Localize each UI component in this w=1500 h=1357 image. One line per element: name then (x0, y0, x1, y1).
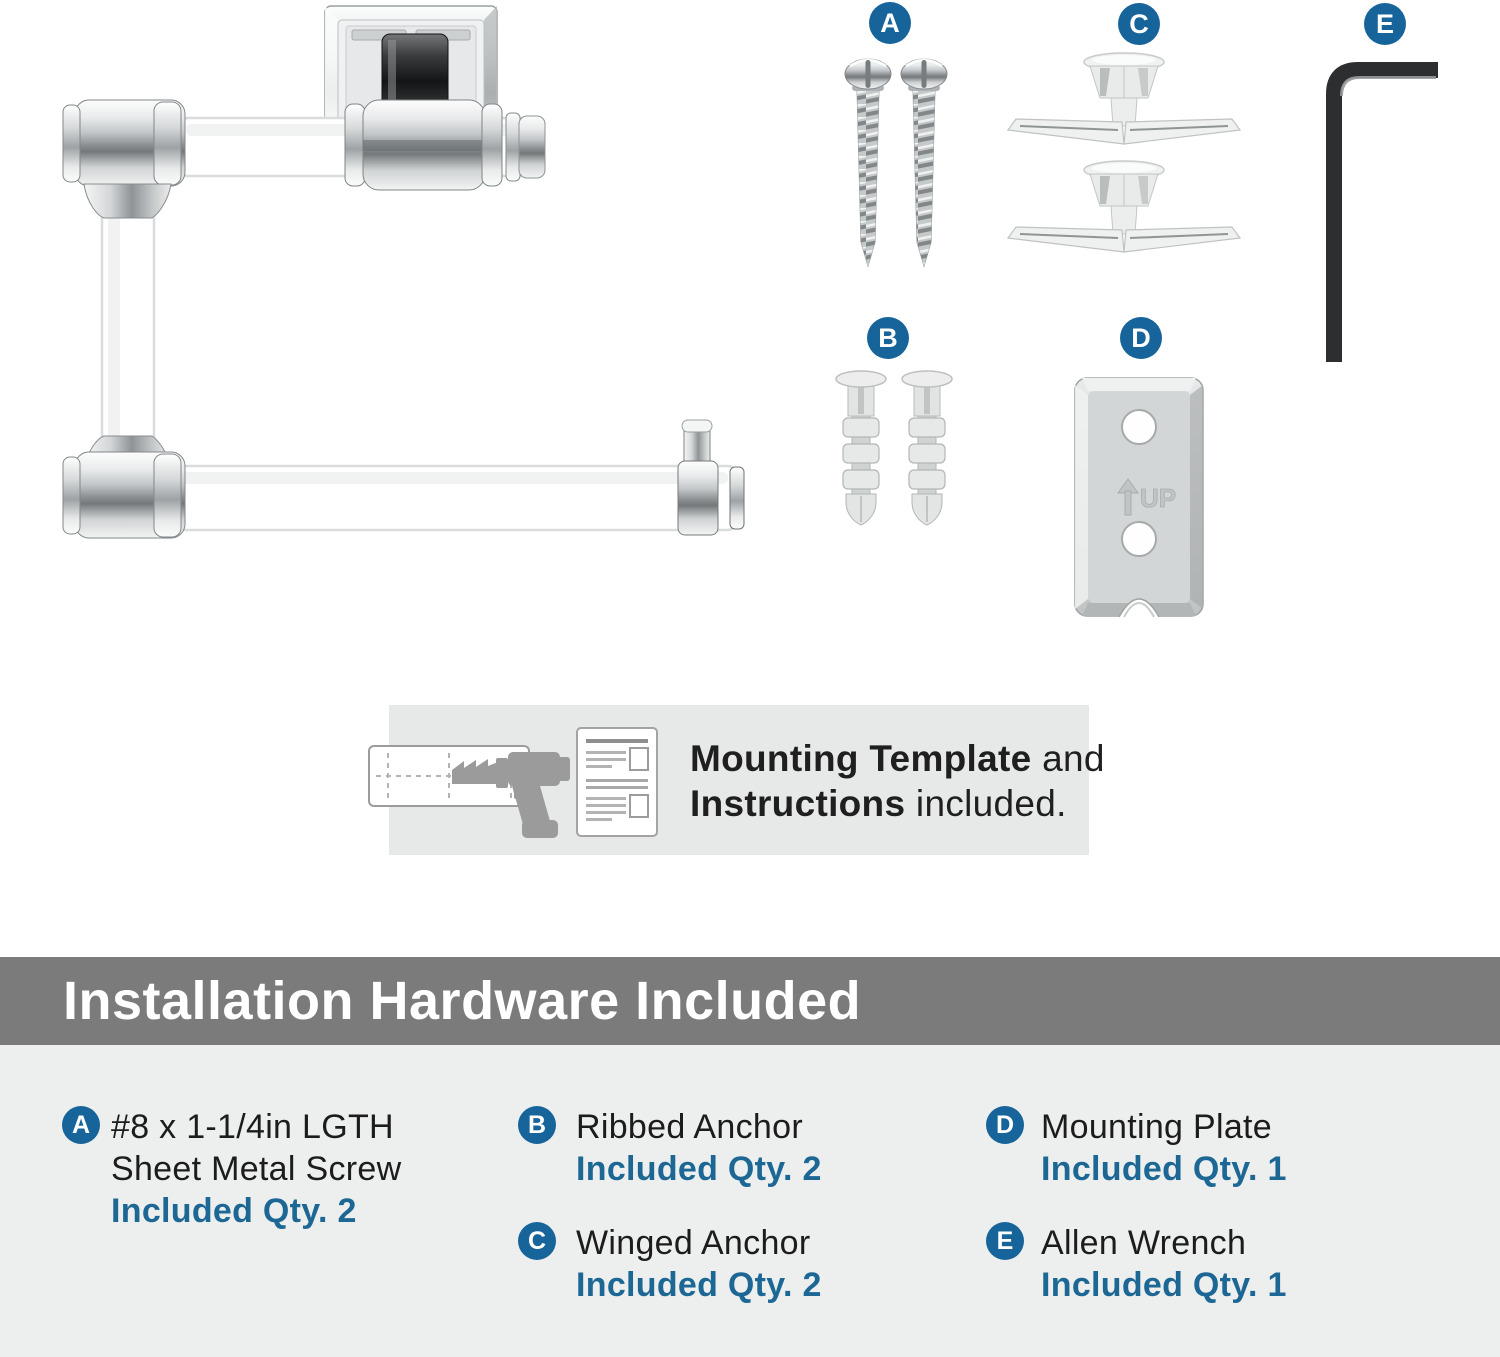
hardware-badge-b-letter: B (878, 322, 898, 353)
legend-item-b-name: Ribbed Anchor (576, 1108, 803, 1146)
hardware-badge-b (867, 317, 909, 359)
legend-item-e-qty: Included Qty. 1 (1041, 1266, 1287, 1304)
legend-item-c (576, 1222, 822, 1306)
legend-badge-c-letter: C (527, 1226, 547, 1255)
legend-item-c-name: Winged Anchor (576, 1224, 811, 1262)
legend-badge-b (518, 1106, 556, 1144)
legend-item-d-name: Mounting Plate (1041, 1108, 1273, 1146)
legend-item-b (576, 1106, 822, 1190)
hardware-badge-a (869, 2, 911, 44)
legend-item-b-qty: Included Qty. 2 (576, 1150, 822, 1188)
hardware-badge-c (1118, 3, 1160, 45)
section-header-title: Installation Hardware Included (63, 971, 862, 1031)
screws-illustration (840, 52, 952, 276)
legend-badge-b-letter: B (527, 1110, 547, 1139)
instructions-document-icon (576, 727, 658, 837)
hardware-badge-e-letter: E (1375, 8, 1394, 39)
legend-badge-e (986, 1222, 1024, 1260)
product-photo-toilet-paper-holder (30, 0, 790, 600)
legend-item-e (1041, 1222, 1287, 1306)
legend-item-e-name: Allen Wrench (1041, 1224, 1247, 1262)
banner-text-line-2 (690, 781, 1110, 826)
banner-bold-mounting-template: Mounting Template (690, 738, 1032, 779)
hardware-badge-d (1120, 317, 1162, 359)
legend-badge-e-letter: E (996, 1226, 1014, 1255)
banner-text (690, 736, 1110, 826)
banner-regular-included: included. (905, 783, 1067, 824)
legend-item-d (1041, 1106, 1287, 1190)
allen-wrench-illustration (1318, 50, 1444, 368)
legend-item-a-name-line-2: Sheet Metal Screw (111, 1150, 402, 1188)
legend-item-a-qty: Included Qty. 2 (111, 1192, 357, 1230)
section-header-bar (0, 957, 1500, 1045)
drill-icon (448, 732, 580, 840)
legend-badge-c (518, 1222, 556, 1260)
banner-text-line-1 (690, 736, 1110, 781)
winged-anchors-illustration (1000, 48, 1248, 262)
legend-badge-d (986, 1106, 1024, 1144)
mounting-plate-illustration (1072, 375, 1206, 619)
legend-badge-a (62, 1106, 100, 1144)
legend-item-d-qty: Included Qty. 1 (1041, 1150, 1287, 1188)
hardware-badge-d-letter: D (1131, 322, 1151, 353)
legend-badge-d-letter: D (995, 1110, 1015, 1139)
legend-item-a-name-line-1: #8 x 1-1/4in LGTH (111, 1108, 394, 1146)
banner-bold-instructions: Instructions (690, 783, 906, 824)
legend-item-c-qty: Included Qty. 2 (576, 1266, 822, 1304)
banner-regular-and: and (1031, 738, 1105, 779)
plate-up-embossed-text: UP (1140, 483, 1177, 513)
legend-item-a (111, 1106, 401, 1232)
hardware-badge-a-letter: A (880, 7, 900, 38)
hardware-badge-e (1364, 3, 1406, 45)
ribbed-anchors-illustration (828, 368, 960, 536)
hardware-badge-c-letter: C (1129, 8, 1149, 39)
legend-badge-a-letter: A (71, 1110, 91, 1139)
